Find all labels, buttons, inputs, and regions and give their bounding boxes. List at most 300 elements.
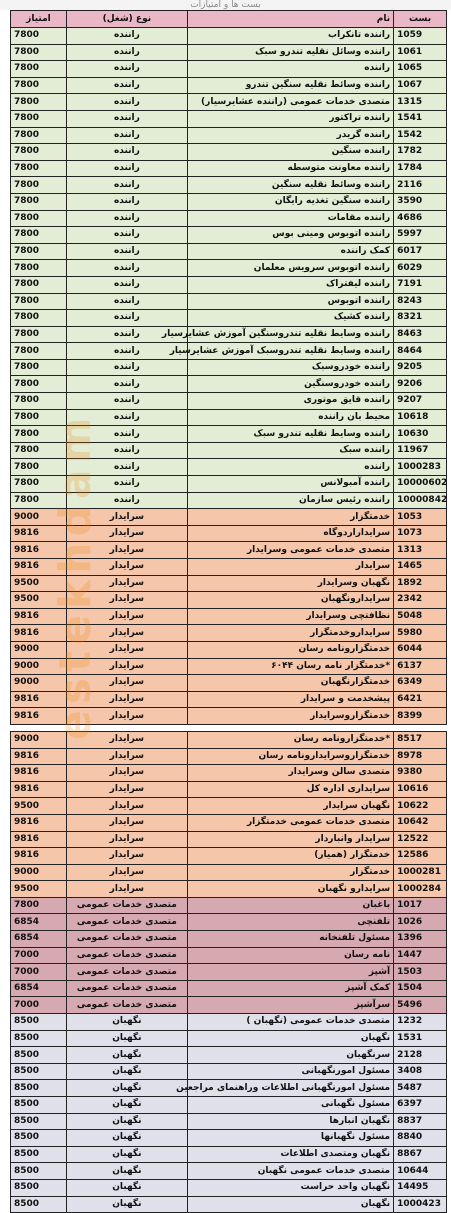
- code-cell: 1531: [394, 1030, 447, 1047]
- code-cell: 6044: [394, 641, 447, 658]
- table-row: [11, 276, 447, 293]
- score-cell: 9000: [11, 509, 67, 526]
- kind-cell: سرایدار: [66, 848, 187, 865]
- kind-cell: سرایدار: [66, 658, 187, 675]
- table-row: [11, 509, 447, 526]
- title-cell: راننده معاونت متوسطه: [187, 160, 393, 177]
- table-row: [11, 144, 447, 161]
- score-cell: 8500: [11, 1014, 67, 1031]
- code-cell: 8464: [394, 343, 447, 360]
- score-cell: 7800: [11, 492, 67, 509]
- title-cell: راننده تانکراب: [187, 28, 393, 45]
- title-cell: خدمتگزارنگهبان: [187, 675, 393, 692]
- table-row: [11, 559, 447, 576]
- code-cell: 5980: [394, 625, 447, 642]
- score-cell: 8500: [11, 1030, 67, 1047]
- table-row: [11, 376, 447, 393]
- kind-cell: راننده: [66, 61, 187, 78]
- score-cell: 7800: [11, 326, 67, 343]
- kind-cell: نگهبان: [66, 1063, 187, 1080]
- table-row: [11, 1146, 447, 1163]
- score-cell: 7800: [11, 193, 67, 210]
- table-row: [11, 160, 447, 177]
- kind-cell: راننده: [66, 409, 187, 426]
- score-cell: 9000: [11, 731, 67, 748]
- score-cell: 7800: [11, 160, 67, 177]
- score-cell: 7800: [11, 127, 67, 144]
- title-cell: متصدی خدمات عمومی (راننده عشایرسیار): [187, 94, 393, 111]
- kind-cell: متصدی خدمات عمومی: [66, 997, 187, 1014]
- title-cell: راننده اتوبوس سرویس معلمان: [187, 260, 393, 277]
- kind-cell: سرایدار: [66, 575, 187, 592]
- title-cell: خدمتگزار (همیار): [187, 848, 393, 865]
- kind-cell: راننده: [66, 44, 187, 61]
- code-cell: 1053: [394, 509, 447, 526]
- score-cell: 6854: [11, 914, 67, 931]
- table-row: [11, 227, 447, 244]
- title-cell: متصدی خدمات عمومی نگهبان: [187, 1163, 393, 1180]
- code-cell: 4686: [394, 210, 447, 227]
- table-row: [11, 691, 447, 708]
- kind-cell: نگهبان: [66, 1047, 187, 1064]
- score-cell: 9000: [11, 641, 67, 658]
- score-cell: 7800: [11, 94, 67, 111]
- code-cell: 8243: [394, 293, 447, 310]
- table-row: [11, 426, 447, 443]
- code-cell: 8321: [394, 310, 447, 327]
- title-cell: نظافتچی وسرایدار: [187, 608, 393, 625]
- score-cell: 7800: [11, 276, 67, 293]
- code-cell: 10642: [394, 814, 447, 831]
- code-cell: 8837: [394, 1113, 447, 1130]
- code-cell: 1059: [394, 28, 447, 45]
- code-cell: 2342: [394, 592, 447, 609]
- code-cell: 1026: [394, 914, 447, 931]
- score-cell: 8500: [11, 1146, 67, 1163]
- title-cell: آشپز: [187, 964, 393, 981]
- score-cell: 7800: [11, 897, 67, 914]
- title-cell: سرایدارونگهبان: [187, 592, 393, 609]
- kind-cell: سرایدار: [66, 708, 187, 725]
- code-cell: 12522: [394, 831, 447, 848]
- code-cell: 8978: [394, 748, 447, 765]
- code-cell: 1892: [394, 575, 447, 592]
- title-cell: محیط بان راننده: [187, 409, 393, 426]
- kind-cell: متصدی خدمات عمومی: [66, 914, 187, 931]
- code-cell: 1061: [394, 44, 447, 61]
- kind-cell: راننده: [66, 77, 187, 94]
- kind-cell: راننده: [66, 144, 187, 161]
- positions-table: [10, 10, 447, 1213]
- code-cell: 3590: [394, 193, 447, 210]
- kind-cell: متصدی خدمات عمومی: [66, 980, 187, 997]
- code-cell: 1073: [394, 525, 447, 542]
- code-cell: 1447: [394, 947, 447, 964]
- table-row: [11, 542, 447, 559]
- title-cell: نگهبان سرایدار: [187, 798, 393, 815]
- score-cell: 7800: [11, 310, 67, 327]
- kind-cell: نگهبان: [66, 1130, 187, 1147]
- watermark: estekhdam: [50, 411, 101, 740]
- title-cell: راننده لیفتراک: [187, 276, 393, 293]
- code-cell: 8463: [394, 326, 447, 343]
- code-cell: 1313: [394, 542, 447, 559]
- title-cell: خدمتگزاروسرایدارونامه رسان: [187, 748, 393, 765]
- table-row: [11, 1097, 447, 1114]
- score-cell: 9000: [11, 864, 67, 881]
- table-row: [11, 94, 447, 111]
- kind-cell: راننده: [66, 442, 187, 459]
- code-cell: 3408: [394, 1063, 447, 1080]
- code-cell: 9205: [394, 359, 447, 376]
- title-cell: راننده خودروسبک: [187, 359, 393, 376]
- title-cell: سرآشپز: [187, 997, 393, 1014]
- kind-cell: راننده: [66, 393, 187, 410]
- title-cell: راننده وسایط نقلیه تندرو سبک: [187, 426, 393, 443]
- score-cell: 9816: [11, 748, 67, 765]
- score-cell: 7800: [11, 144, 67, 161]
- code-cell: 10000602: [394, 476, 447, 493]
- title-cell: نگهبان: [187, 1196, 393, 1213]
- code-cell: 1782: [394, 144, 447, 161]
- title-cell: خدمتگزار: [187, 509, 393, 526]
- title-cell: سرایدار وانباردار: [187, 831, 393, 848]
- code-cell: 1000281: [394, 864, 447, 881]
- kind-cell: راننده: [66, 127, 187, 144]
- score-cell: 8500: [11, 1047, 67, 1064]
- code-cell: 10644: [394, 1163, 447, 1180]
- title-cell: تلفنچی: [187, 914, 393, 931]
- code-cell: 5496: [394, 997, 447, 1014]
- title-cell: نگهبان واحد حراست: [187, 1179, 393, 1196]
- kind-cell: نگهبان: [66, 1030, 187, 1047]
- code-cell: 5048: [394, 608, 447, 625]
- score-cell: 9816: [11, 831, 67, 848]
- table-row: [11, 641, 447, 658]
- table-row: [11, 409, 447, 426]
- table-row: [11, 997, 447, 1014]
- kind-cell: راننده: [66, 227, 187, 244]
- title-cell: مسئول امورنگهبانی: [187, 1063, 393, 1080]
- score-cell: 7000: [11, 964, 67, 981]
- score-cell: 8500: [11, 1097, 67, 1114]
- kind-cell: متصدی خدمات عمومی: [66, 947, 187, 964]
- table-row: [11, 393, 447, 410]
- table-row: [11, 592, 447, 609]
- kind-cell: سرایدار: [66, 525, 187, 542]
- score-cell: 8500: [11, 1080, 67, 1097]
- code-cell: 1465: [394, 559, 447, 576]
- score-cell: 9500: [11, 575, 67, 592]
- table-row: [11, 77, 447, 94]
- score-cell: 7800: [11, 426, 67, 443]
- score-cell: 7800: [11, 110, 67, 127]
- title-cell: باغبان: [187, 897, 393, 914]
- score-cell: 9816: [11, 525, 67, 542]
- table-row: [11, 110, 447, 127]
- title-cell: سرنگهبان: [187, 1047, 393, 1064]
- table-row: [11, 1030, 447, 1047]
- title-cell: پیشخدمت و سرایدار: [187, 691, 393, 708]
- title-cell: راننده آمبولانس: [187, 476, 393, 493]
- kind-cell: نگهبان: [66, 1179, 187, 1196]
- score-cell: 7800: [11, 28, 67, 45]
- table-row: [11, 442, 447, 459]
- title-cell: راننده رئیس سازمان: [187, 492, 393, 509]
- code-cell: 9380: [394, 765, 447, 782]
- score-cell: 9500: [11, 798, 67, 815]
- title-cell: *خدمتگزارونامه رسان: [187, 731, 393, 748]
- title-cell: راننده وسائط نقلیه سنگین تندرو: [187, 77, 393, 94]
- title-cell: راننده سبک: [187, 442, 393, 459]
- kind-cell: نگهبان: [66, 1113, 187, 1130]
- kind-cell: نگهبان: [66, 1080, 187, 1097]
- code-cell: 1542: [394, 127, 447, 144]
- code-cell: 1017: [394, 897, 447, 914]
- title-cell: متصدی خدمات عمومی وسرایدار: [187, 542, 393, 559]
- code-cell: 1503: [394, 964, 447, 981]
- code-cell: 8517: [394, 731, 447, 748]
- title-cell: راننده کشیک: [187, 310, 393, 327]
- kind-cell: راننده: [66, 260, 187, 277]
- code-cell: 7191: [394, 276, 447, 293]
- title-cell: سرایدارو نگهبان: [187, 881, 393, 898]
- code-cell: 6017: [394, 243, 447, 260]
- code-cell: 1000283: [394, 459, 447, 476]
- table-row: [11, 525, 447, 542]
- kind-cell: راننده: [66, 193, 187, 210]
- table-gap: [11, 724, 447, 731]
- kind-cell: سرایدار: [66, 781, 187, 798]
- code-cell: 1000284: [394, 881, 447, 898]
- title-cell: راننده وسایط نقلیه تندروسنگین آموزش عشایرسیار: [187, 326, 393, 343]
- title-cell: راننده: [187, 61, 393, 78]
- table-row: [11, 44, 447, 61]
- table-row: [11, 881, 447, 898]
- header-score: امتیاز: [11, 11, 67, 28]
- table-row: [11, 1080, 447, 1097]
- score-cell: 9816: [11, 708, 67, 725]
- title-cell: راننده وسائط نقلیه سنگین: [187, 177, 393, 194]
- title-cell: نگهبان: [187, 1030, 393, 1047]
- title-cell: نگهبان وسرایدار: [187, 575, 393, 592]
- code-cell: 1541: [394, 110, 447, 127]
- header-code: بست: [394, 11, 447, 28]
- code-cell: 9206: [394, 376, 447, 393]
- kind-cell: سرایدار: [66, 748, 187, 765]
- table-row: [11, 1063, 447, 1080]
- score-cell: 9816: [11, 625, 67, 642]
- table-row: [11, 1163, 447, 1180]
- table-row: [11, 61, 447, 78]
- table-row: [11, 964, 447, 981]
- kind-cell: راننده: [66, 326, 187, 343]
- title-cell: راننده اتوبوس: [187, 293, 393, 310]
- score-cell: 9000: [11, 658, 67, 675]
- title-cell: راننده تراکتور: [187, 110, 393, 127]
- kind-cell: سرایدار: [66, 881, 187, 898]
- score-cell: 7800: [11, 343, 67, 360]
- table-row: [11, 947, 447, 964]
- score-cell: 9816: [11, 765, 67, 782]
- table-row: [11, 608, 447, 625]
- kind-cell: سرایدار: [66, 592, 187, 609]
- title-cell: نامه رسان: [187, 947, 393, 964]
- score-cell: 7800: [11, 260, 67, 277]
- table-row: [11, 1196, 447, 1213]
- table-row: [11, 210, 447, 227]
- code-cell: 8399: [394, 708, 447, 725]
- kind-cell: سرایدار: [66, 509, 187, 526]
- kind-cell: سرایدار: [66, 765, 187, 782]
- code-cell: 10616: [394, 781, 447, 798]
- kind-cell: راننده: [66, 210, 187, 227]
- score-cell: 9816: [11, 848, 67, 865]
- score-cell: 9816: [11, 608, 67, 625]
- code-cell: 10630: [394, 426, 447, 443]
- kind-cell: سرایدار: [66, 864, 187, 881]
- table-body: [11, 28, 447, 1213]
- code-cell: 1232: [394, 1014, 447, 1031]
- kind-cell: نگهبان: [66, 1196, 187, 1213]
- table-row: [11, 343, 447, 360]
- title-cell: کمک آشپز: [187, 980, 393, 997]
- table-row: [11, 798, 447, 815]
- score-cell: 8500: [11, 1063, 67, 1080]
- table-row: [11, 1113, 447, 1130]
- title-cell: راننده سنگین: [187, 144, 393, 161]
- kind-cell: راننده: [66, 310, 187, 327]
- kind-cell: راننده: [66, 459, 187, 476]
- kind-cell: راننده: [66, 476, 187, 493]
- table-row: [11, 625, 447, 642]
- score-cell: 9816: [11, 781, 67, 798]
- title-cell: راننده سنگین تغذیه رایگان: [187, 193, 393, 210]
- kind-cell: راننده: [66, 160, 187, 177]
- table-row: [11, 864, 447, 881]
- score-cell: 7800: [11, 376, 67, 393]
- code-cell: 10622: [394, 798, 447, 815]
- kind-cell: راننده: [66, 376, 187, 393]
- code-cell: 12586: [394, 848, 447, 865]
- score-cell: 7000: [11, 997, 67, 1014]
- code-cell: 10618: [394, 409, 447, 426]
- code-cell: 1396: [394, 931, 447, 948]
- kind-cell: راننده: [66, 28, 187, 45]
- table-row: [11, 326, 447, 343]
- score-cell: 8500: [11, 1196, 67, 1213]
- kind-cell: راننده: [66, 243, 187, 260]
- score-cell: 7800: [11, 442, 67, 459]
- code-cell: 6349: [394, 675, 447, 692]
- code-cell: 8867: [394, 1146, 447, 1163]
- score-cell: 7800: [11, 409, 67, 426]
- score-cell: 9816: [11, 814, 67, 831]
- title-cell: سرایدار: [187, 559, 393, 576]
- title-cell: راننده گریدر: [187, 127, 393, 144]
- kind-cell: سرایدار: [66, 675, 187, 692]
- title-cell: خدمتگزاروسرایدار: [187, 708, 393, 725]
- title-cell: راننده خودروسنگین: [187, 376, 393, 393]
- score-cell: 6854: [11, 980, 67, 997]
- title-cell: مسئول تلفنخانه: [187, 931, 393, 948]
- score-cell: 9500: [11, 881, 67, 898]
- kind-cell: راننده: [66, 492, 187, 509]
- table-row: [11, 848, 447, 865]
- title-cell: مسئول نگهبانی: [187, 1097, 393, 1114]
- title-cell: سرایداراردوگاه: [187, 525, 393, 542]
- table-row: [11, 476, 447, 493]
- code-cell: 6029: [394, 260, 447, 277]
- code-cell: 6397: [394, 1097, 447, 1114]
- title-cell: راننده قایق موتوری: [187, 393, 393, 410]
- table-row: [11, 731, 447, 748]
- code-cell: 1000423: [394, 1196, 447, 1213]
- title-cell: خدمتگزارونامه رسان: [187, 641, 393, 658]
- code-cell: 1315: [394, 94, 447, 111]
- score-cell: 7800: [11, 61, 67, 78]
- score-cell: 9816: [11, 691, 67, 708]
- kind-cell: سرایدار: [66, 608, 187, 625]
- score-cell: 8500: [11, 1179, 67, 1196]
- code-cell: 1065: [394, 61, 447, 78]
- header-kind: نوع (شغل): [66, 11, 187, 28]
- code-cell: 2128: [394, 1047, 447, 1064]
- title-cell: کمک راننده: [187, 243, 393, 260]
- table-row: [11, 897, 447, 914]
- score-cell: 7800: [11, 293, 67, 310]
- kind-cell: راننده: [66, 177, 187, 194]
- score-cell: 8500: [11, 1163, 67, 1180]
- table-row: [11, 980, 447, 997]
- code-cell: 11967: [394, 442, 447, 459]
- table-row: [11, 459, 447, 476]
- title-cell: متصدی خدمات عمومی (نگهبان ): [187, 1014, 393, 1031]
- code-cell: 5487: [394, 1080, 447, 1097]
- kind-cell: نگهبان: [66, 1146, 187, 1163]
- score-cell: 7800: [11, 77, 67, 94]
- score-cell: 8500: [11, 1113, 67, 1130]
- title-cell: راننده اتوبوس ومینی بوس: [187, 227, 393, 244]
- code-cell: 1504: [394, 980, 447, 997]
- table-row: [11, 310, 447, 327]
- kind-cell: راننده: [66, 359, 187, 376]
- table-row: [11, 193, 447, 210]
- title-cell: متصدی خدمات عمومی خدمتگزار: [187, 814, 393, 831]
- code-cell: 14495: [394, 1179, 447, 1196]
- score-cell: 6854: [11, 931, 67, 948]
- code-cell: 1067: [394, 77, 447, 94]
- table-row: [11, 177, 447, 194]
- kind-cell: نگهبان: [66, 1163, 187, 1180]
- kind-cell: سرایدار: [66, 814, 187, 831]
- table-row: [11, 814, 447, 831]
- score-cell: 7000: [11, 947, 67, 964]
- header-title: نام: [187, 11, 393, 28]
- table-row: [11, 781, 447, 798]
- kind-cell: سرایدار: [66, 691, 187, 708]
- score-cell: 7800: [11, 227, 67, 244]
- score-cell: 7800: [11, 393, 67, 410]
- title-cell: *خدمتگزار نامه رسان ۶۰۴۴: [187, 658, 393, 675]
- score-cell: 7800: [11, 210, 67, 227]
- kind-cell: سرایدار: [66, 831, 187, 848]
- table-row: [11, 748, 447, 765]
- title-cell: سرایداروخدمتگزار: [187, 625, 393, 642]
- score-cell: 9000: [11, 675, 67, 692]
- title-cell: سرایداری اداره کل: [187, 781, 393, 798]
- kind-cell: نگهبان: [66, 1097, 187, 1114]
